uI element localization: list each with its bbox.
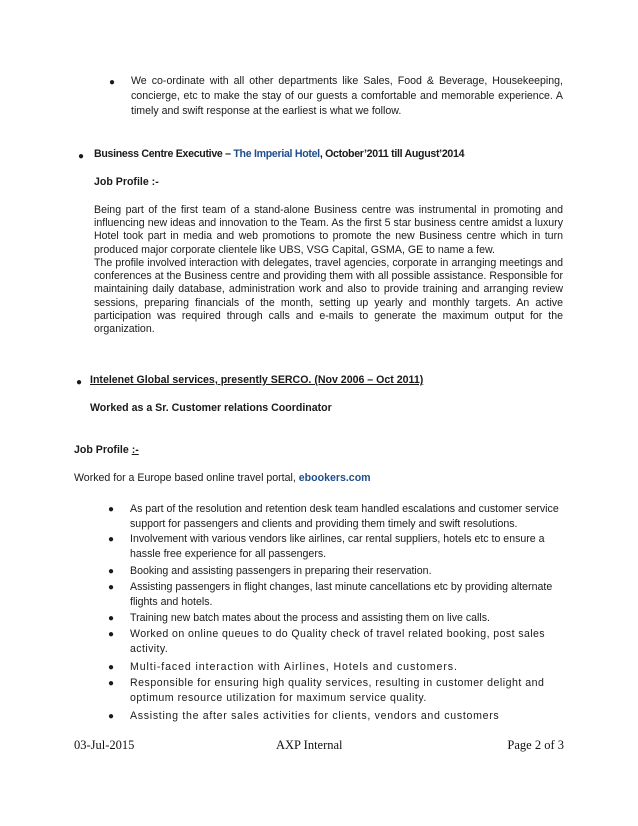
bullet-dot: ● (76, 377, 83, 388)
list-item-text: Responsible for ensuring high quality services, resulting in customer delight and optimum resource utilization for maximum service quality. (130, 677, 545, 704)
bullet-dot: ● (78, 151, 85, 162)
job-title (94, 148, 464, 160)
profile-paragraph-1: Being part of the first team of a stand-alone Business centre was instrumental in promoting and influencing new ideas and innovation to the Team. As the first 5 star business centre amidst a luxury Hotel took part in media and web promotions to promote the new Business centre which in turn produced major corporate clientele like UBS, VSG Capital, GSMA, GE to name a few. (94, 204, 563, 256)
job-title-prefix: Business Centre Executive – (94, 148, 234, 160)
bullet-dot: ● (108, 662, 115, 673)
list-item-text: Involvement with various vendors like airlines, car rental suppliers, hotels etc to ensure a hassle free experience for all passengers. (130, 533, 545, 560)
company-name: The Imperial Hotel (233, 148, 320, 160)
list-item-text: Assisting the after sales activities for clients, vendors and customers (130, 710, 500, 722)
job-profile-label (74, 444, 139, 456)
intro-text: Worked for a Europe based online travel portal, (74, 472, 299, 484)
list-item-text: Booking and assisting passengers in preparing their reservation. (130, 565, 432, 577)
footer-date: 03-Jul-2015 (74, 738, 135, 752)
bullet-dot: ● (108, 711, 115, 722)
list-item-text: Training new batch mates about the process and assisting them on live calls. (130, 612, 490, 624)
list-item-text: As part of the resolution and retention desk team handled escalations and customer service support for passengers and clients and providing them timely and swift resolutions. (130, 503, 559, 530)
bullet-dot: ● (108, 504, 115, 515)
profile-paragraph-2: The profile involved interaction with delegates, travel agencies, corporate in arranging meetings and conferences at the Business centre and providing them with all possible assistance. Responsible for maintaining daily database, administration work and also to provide training and arranging review sessions, preparing financials of the month, setting up yearly and monthly targets. An active participation was required through calls and e-mails to generate the maximum output for the organization. (94, 257, 563, 336)
bullet-dot: ● (109, 77, 116, 88)
bullet-dot: ● (108, 629, 115, 640)
bullet-dot: ● (108, 678, 115, 689)
list-item-text: Assisting passengers in flight changes, last minute cancellations etc by providing alternate flights and hotels. (130, 581, 553, 608)
footer-classification: AXP Internal (276, 738, 343, 752)
bullet-dot: ● (108, 613, 115, 624)
intro-line (74, 472, 371, 484)
bullet-dot: ● (108, 534, 115, 545)
role-title: Worked as a Sr. Customer relations Coordinator (90, 402, 332, 414)
list-item-text: Worked on online queues to do Quality check of travel related booking, post sales activity. (130, 628, 545, 655)
company-heading: Intelenet Global services, presently SERCO. (Nov 2006 – Oct 2011) (90, 374, 424, 386)
bullet-dot: ● (108, 566, 115, 577)
job-profile-label: Job Profile :- (94, 176, 159, 188)
ebookers-link[interactable]: ebookers.com (298, 472, 371, 484)
footer-page-number: Page 2 of 3 (507, 738, 564, 752)
list-item-text: Multi-faced interaction with Airlines, Hotels and customers. (130, 661, 458, 673)
bullet-text: We co-ordinate with all other departments like Sales, Food & Beverage, Housekeeping, concierge, etc to make the stay of our guests a comfortable and memorable experience. A timely and swift response at the earliest is what we follow. (131, 75, 563, 117)
job-title-dates: , October’2011 till August’2014 (319, 148, 465, 160)
job-profile-text: Job Profile (74, 444, 132, 456)
job-profile-suffix: :- (131, 444, 139, 456)
bullet-dot: ● (108, 582, 115, 593)
